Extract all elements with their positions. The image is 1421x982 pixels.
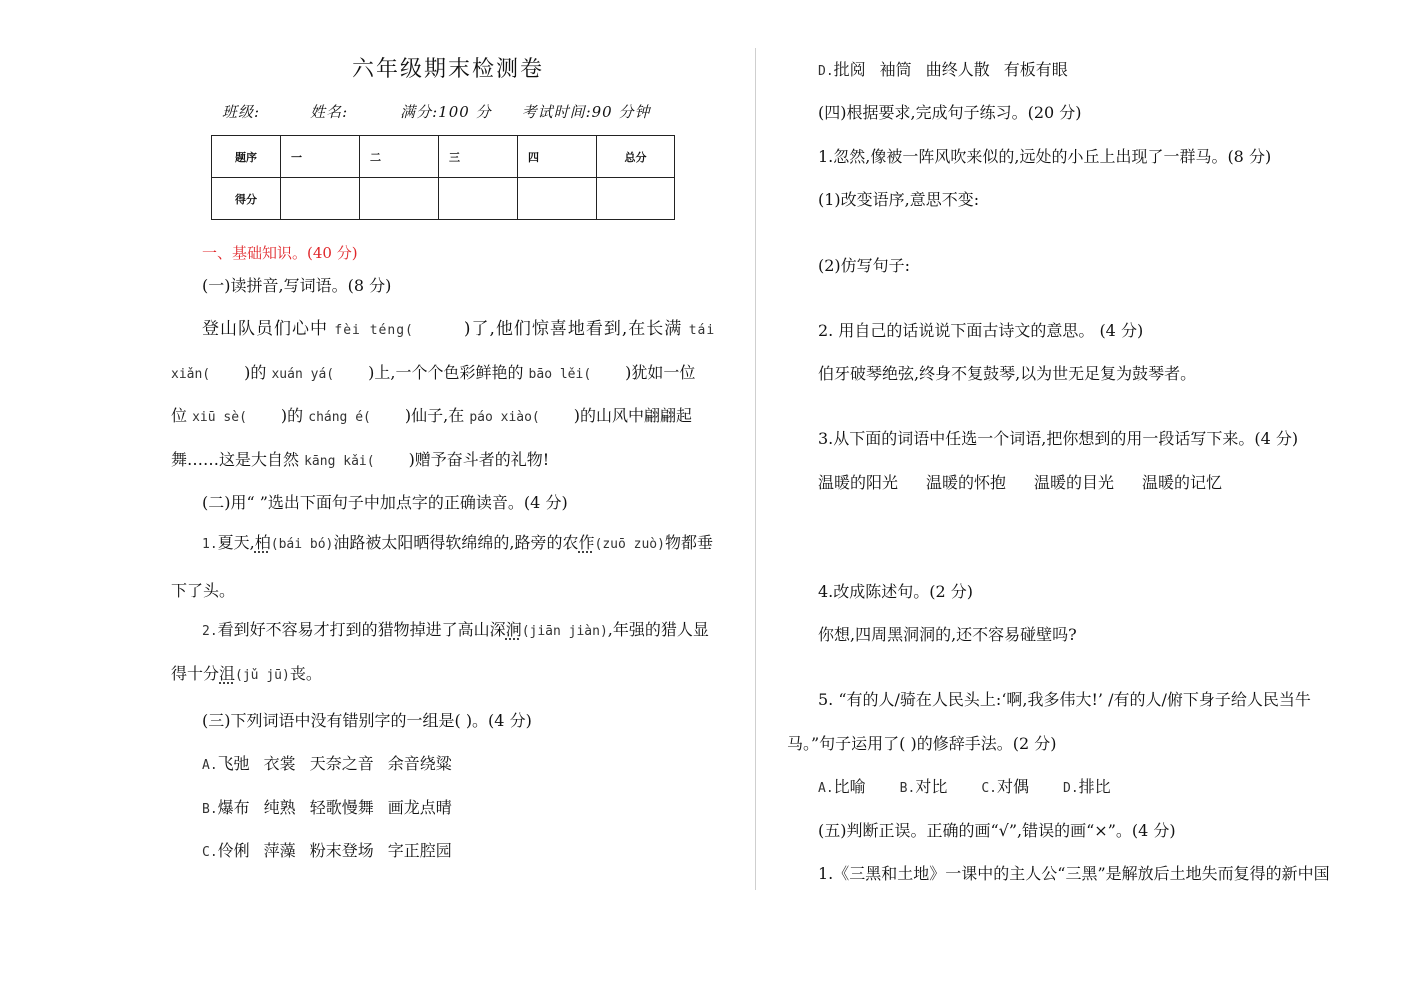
score-input-cell[interactable] <box>439 178 518 220</box>
question-text: 2. 用自己的话说说下面古诗文的意思。 (4 分) <box>818 321 1144 340</box>
question-title: (四)根据要求,完成句子练习。(20 分) <box>818 103 1082 122</box>
question-text: 3.从下面的词语中任选一个词语,把你想到的用一段话写下来。(4 分) <box>818 429 1299 448</box>
exam-time: 考试时间:90 分钟 <box>521 103 651 121</box>
score-input-cell[interactable] <box>597 178 675 220</box>
pinyin-choice[interactable]: (zuō zuò) <box>594 537 665 552</box>
score-input-cell[interactable] <box>518 178 597 220</box>
question-text: 登山队员们心中 fèi téng( )了,他们惊喜地看到,在长满 tái <box>202 319 716 339</box>
column-divider <box>755 48 756 890</box>
option-row[interactable]: C.伶俐 萍藻 粉末登场 字正腔园 <box>202 841 452 860</box>
word-option[interactable]: 温暖的记忆 <box>1142 473 1223 492</box>
word-options <box>818 473 1250 493</box>
pinyin-choice[interactable]: (jǔ jū) <box>235 668 290 683</box>
score-cell: 一 <box>281 136 360 178</box>
score-input-cell[interactable] <box>281 178 360 220</box>
question-title: (一)读拼音,写词语。(8 分) <box>202 276 392 295</box>
pinyin-choice[interactable]: (bái bó) <box>270 537 334 552</box>
question-text: 舞……这是大自然 kāng kǎi( )赠予奋斗者的礼物! <box>171 450 550 469</box>
score-input-cell[interactable] <box>360 178 439 220</box>
question-text: 4.改成陈述句。(2 分) <box>818 582 974 601</box>
option-row[interactable]: B.爆布 纯熟 轻歌慢舞 画龙点晴 <box>202 798 452 817</box>
name-label: 姓名: <box>310 103 349 121</box>
score-cell: 二 <box>360 136 439 178</box>
question-title: (二)用“ ”选出下面句子中加点字的正确读音。(4 分) <box>202 493 568 512</box>
question-text: 你想,四周黑洞洞的,还不容易碰壁吗? <box>818 625 1077 644</box>
question-text: 1.忽然,像被一阵风吹来似的,远处的小丘上出现了一群马。(8 分) <box>818 147 1272 166</box>
score-table-header-row <box>212 136 675 178</box>
question-title: (五)判断正误。正确的画“√”,错误的画“×”。(4 分) <box>818 821 1176 840</box>
score-cell: 三 <box>439 136 518 178</box>
score-cell: 题序 <box>212 136 281 178</box>
choice-option[interactable]: B.对比 <box>899 777 948 796</box>
question-text: xiǎn( )的 xuán yá( )上,一个个色彩鲜艳的 bāo lěi( )犹如一位 <box>171 363 696 382</box>
word-option[interactable]: 温暖的怀抱 <box>926 473 1007 492</box>
pinyin-choice[interactable]: (jiān jiàn) <box>521 624 608 639</box>
question-text: 5. “有的人/骑在人民头上:‘啊,我多伟大!’ /有的人/俯下身子给人民当牛 <box>818 690 1311 709</box>
section-heading: 一、基础知识。(40 分) <box>202 244 358 262</box>
word-option[interactable]: 温暖的阳光 <box>818 473 899 492</box>
word-option[interactable]: 温暖的目光 <box>1034 473 1115 492</box>
score-table <box>211 135 675 220</box>
score-cell: 四 <box>518 136 597 178</box>
choice-option[interactable]: A.比喻 <box>818 777 866 796</box>
score-cell: 得分 <box>212 178 281 220</box>
choice-option[interactable]: C.对偶 <box>981 777 1030 796</box>
option-row[interactable]: A.飞弛 衣裳 天奈之音 余音绕粱 <box>202 754 452 773</box>
question-text: 1.夏天,柏(bái bó)油路被太阳晒得软绵绵的,路旁的农作(zuō zuò)物都垂 <box>202 533 713 552</box>
score-table-score-row <box>212 178 675 220</box>
question-text: 伯牙破琴绝弦,终身不复鼓琴,以为世无足复为鼓琴者。 <box>818 364 1197 383</box>
full-score: 满分:100 分 <box>400 103 492 121</box>
choice-row <box>818 777 1145 799</box>
question-text: (1)改变语序,意思不变: <box>818 190 980 209</box>
question-text: 马。”句子运用了( )的修辞手法。(2 分) <box>787 734 1057 753</box>
score-cell: 总分 <box>597 136 675 178</box>
page-title: 六年级期末检测卷 <box>352 57 545 82</box>
question-text: 位 xiū sè( )的 cháng é( )仙子,在 páo xiào( )的山风中翩翩起 <box>171 406 693 425</box>
question-text: 得十分沮(jǔ jū)丧。 <box>171 664 322 683</box>
option-row[interactable]: D.批阅 袖筒 曲终人散 有板有眼 <box>818 60 1068 79</box>
question-text: (2)仿写句子: <box>818 256 911 275</box>
question-text: 1.《三黑和土地》一课中的主人公“三黑”是解放后土地失而复得的新中国 <box>818 864 1330 883</box>
class-label: 班级: <box>222 103 261 121</box>
exam-info <box>222 102 677 122</box>
question-text: 下了头。 <box>171 581 236 600</box>
question-text: 2.看到好不容易才打到的猎物掉进了高山深涧(jiān jiàn),年强的猎人显 <box>202 620 709 639</box>
choice-option[interactable]: D.排比 <box>1063 777 1111 796</box>
question-title: (三)下列词语中没有错别字的一组是( )。(4 分) <box>202 711 532 730</box>
